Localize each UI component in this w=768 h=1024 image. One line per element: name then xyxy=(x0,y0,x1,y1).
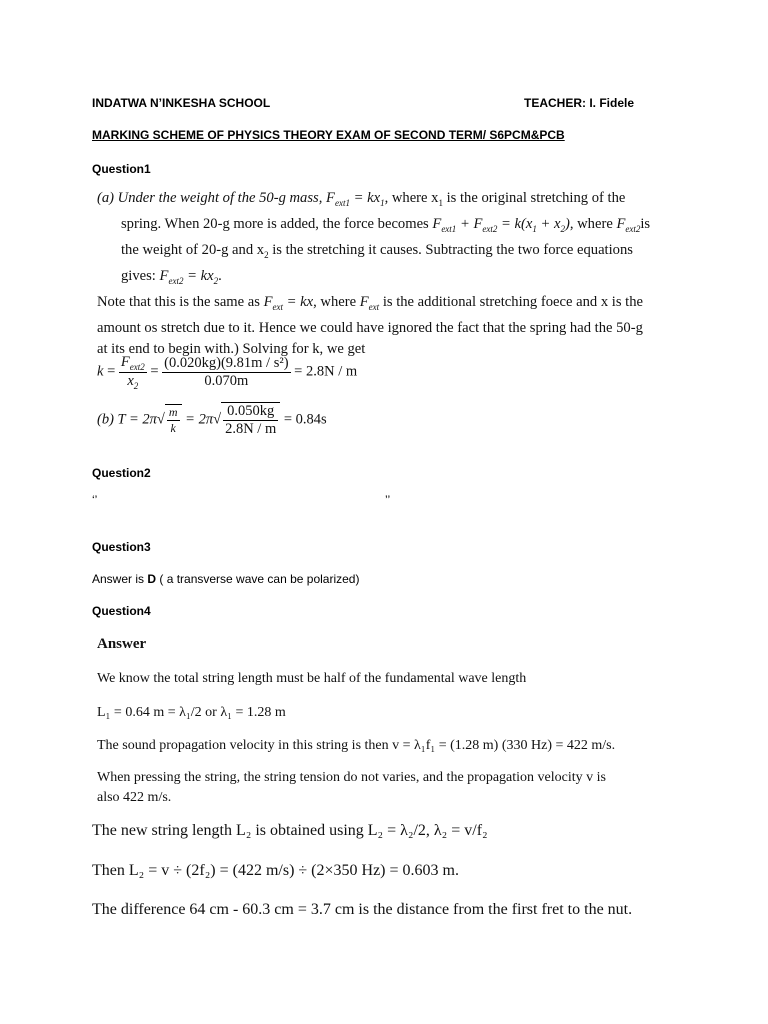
question4-label: Question4 xyxy=(92,604,151,618)
q4-line-6: The new string length L₂ is obtained using L₂ = λ₂/2, λ₂ = v/f₂ xyxy=(92,822,488,839)
k-equation: k = $\frac{F_{ext2}}{x_2}$ = $\frac{\text{(0.020kg)(9.81m / s²)}}{0.070m}$ = 2.8N / m xyxy=(97,354,358,391)
question3-answer: Answer is D ( a transverse wave can be polarized) xyxy=(92,572,360,586)
question2-open-quote: ‘’ xyxy=(92,493,98,507)
school-name: INDATWA N’INKESHA SCHOOL xyxy=(92,96,271,110)
part-a-text: (a) Under the weight of the 50-g mass, xyxy=(97,190,323,206)
question3-label: Question3 xyxy=(92,540,151,554)
answer-letter: D xyxy=(147,572,157,586)
q4-line-8: The difference 64 cm - 60.3 cm = 3.7 cm is the distance from the first fret to the nut. xyxy=(92,901,633,918)
answer-heading: Answer xyxy=(97,636,147,652)
question2-close-quote: ’’ xyxy=(385,493,391,507)
document-title: MARKING SCHEME OF PHYSICS THEORY EXAM OF SECOND TERM/ S6PCM&PCB xyxy=(92,128,565,142)
period-equation: (b) T = 2π√ $\frac{m}{k}$ = 2π√ $\frac{0.050kg}{2.8N / m}$ = 0.84s xyxy=(97,403,327,437)
question1-answer: (a) Under the weight of the 50-g mass, $F_{ext1} = kx_1$, where $x_1$ is the original stretching of the spring. When 20-g more is added, the force becomes $F_{ext1} + F_{ext2} = k(x_1 + x_2)$, where $F_{ext2}is$ the weight of 20-g and $x_2$ is the stretching it causes. Subtracting the two force equations gives: $F_{ext2} = kx_2$. Note that this is the same as $F_{ext}$ = kx, where $F_{ext}$ is the additional stretching foece and x is the amount os stretch due to it. Hence we could have ignored the fact that the spring had the 50-g at its end to begin with.) Solving for k, we get xyxy=(97,190,651,357)
question1-label: Question1 xyxy=(92,162,151,176)
question2-label: Question2 xyxy=(92,466,151,480)
q4-line-3: The sound propagation velocity in this string is then v = λ₁f₁ = (1.28 m) (330 Hz) = 422 m/s. xyxy=(97,738,616,753)
teacher-name: TEACHER: I. Fidele xyxy=(524,96,635,110)
q4-line-5: also 422 m/s. xyxy=(97,790,172,805)
q4-line-1: We know the total string length must be half of the fundamental wave length xyxy=(97,671,527,686)
q4-line-4: When pressing the string, the string tension do not varies, and the propagation velocity v is xyxy=(97,770,606,785)
q4-line-7: Then L₂ = v ÷ (2f₂) = (422 m/s) ÷ (2×350 Hz) = 0.603 m. xyxy=(92,862,459,879)
q4-line-2: L₁ = 0.64 m = λ₁/2 or λ₁ = 1.28 m xyxy=(97,705,286,720)
